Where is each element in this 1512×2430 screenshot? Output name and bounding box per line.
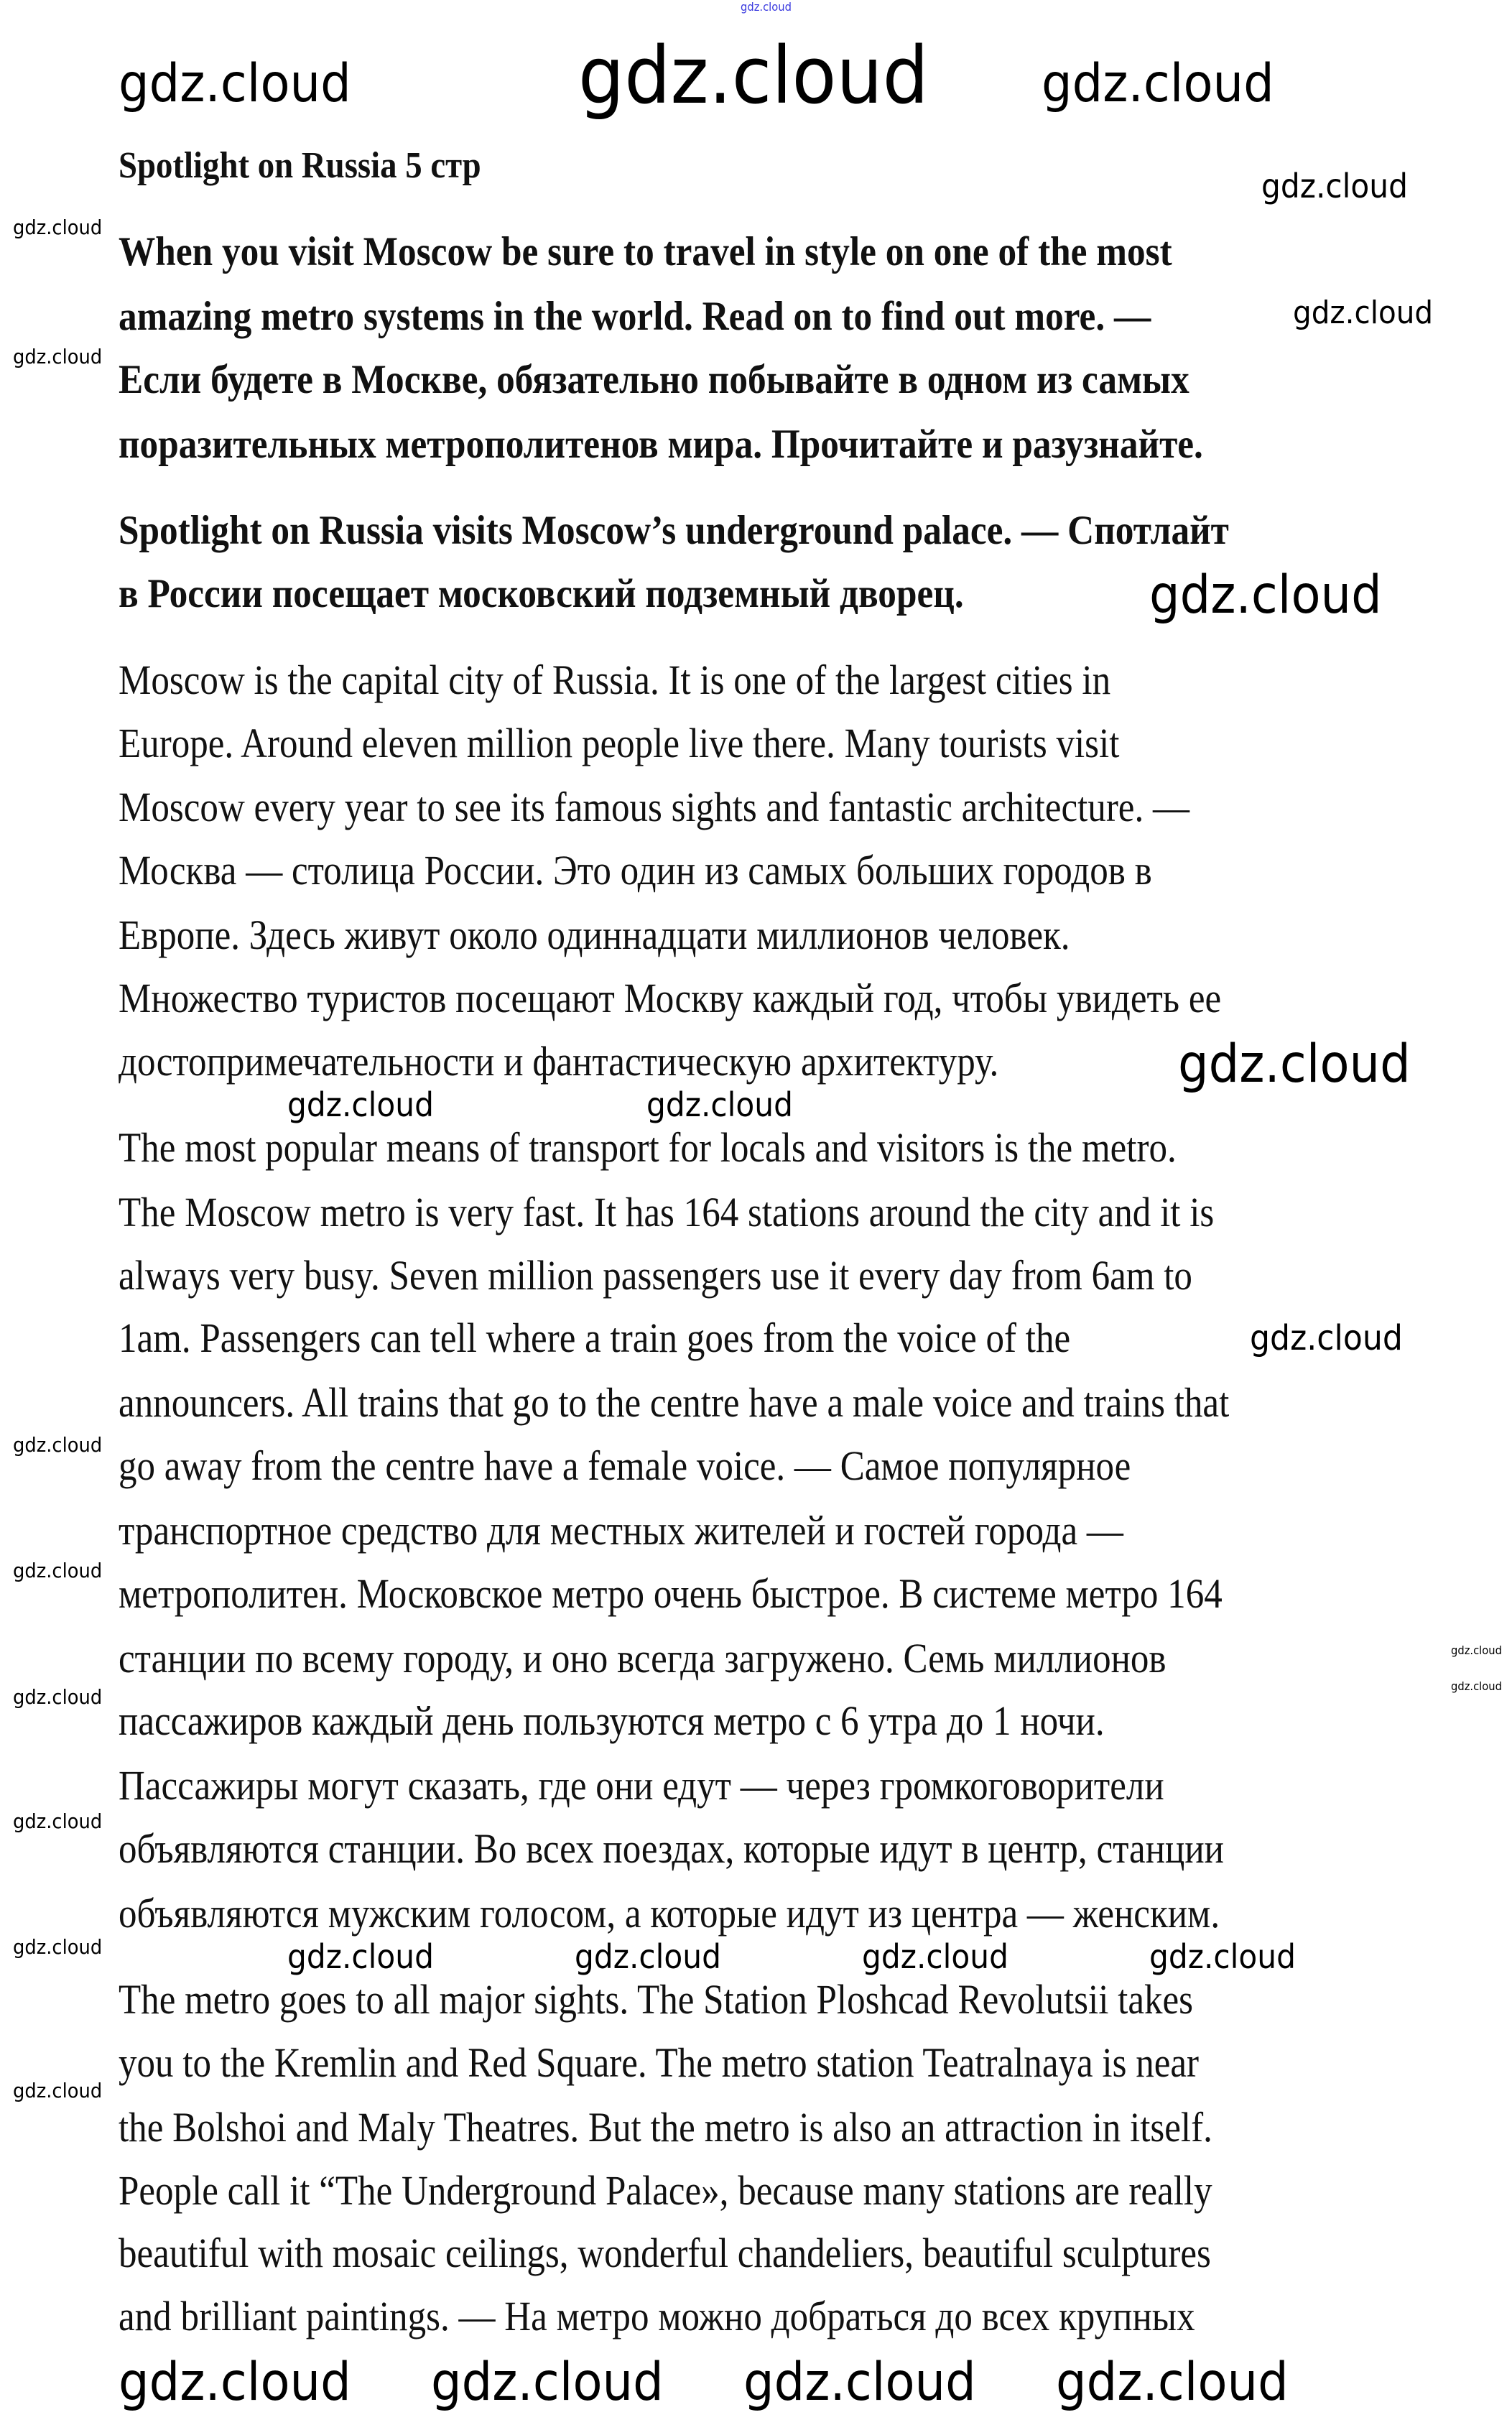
watermark: gdz.cloud bbox=[1056, 2352, 1289, 2413]
intro-line: в России посещает московский подземный дворец. bbox=[119, 571, 964, 616]
watermark: gdz.cloud bbox=[1293, 295, 1434, 331]
watermark: gdz.cloud bbox=[119, 53, 351, 114]
body-line: Множество туристов посещают Москву каждый год, чтобы увидеть ее bbox=[119, 975, 1222, 1021]
watermark: gdz.cloud bbox=[1250, 1318, 1403, 1358]
watermark: gdz.cloud bbox=[1451, 1679, 1502, 1693]
body-line: пассажиров каждый день пользуются метро с 6 утра до 1 ночи. bbox=[119, 1697, 1105, 1744]
watermark: gdz.cloud bbox=[575, 1937, 721, 1976]
body-line: Москва — столица России. Это один из самых больших городов в bbox=[119, 847, 1152, 894]
body-line: Europe. Around eleven million people live there. Many tourists visit bbox=[119, 720, 1120, 766]
watermark: gdz.cloud bbox=[431, 2352, 664, 2413]
intro-line: Spotlight on Russia visits Moscow’s underground palace. — Спотлайт bbox=[119, 508, 1229, 553]
watermark: gdz.cloud bbox=[862, 1937, 1008, 1976]
body-line: достопримечательности и фантастическую архитектуру. bbox=[119, 1038, 999, 1085]
watermark: gdz.cloud bbox=[13, 215, 103, 239]
body-line: объявляются мужским голосом, а которые идут из центра — женским. bbox=[119, 1890, 1220, 1937]
body-line: Moscow is the capital city of Russia. It is one of the largest cities in bbox=[119, 657, 1111, 703]
body-line: the Bolshoi and Maly Theatres. But the metro is also an attraction in itself. bbox=[119, 2104, 1212, 2151]
watermark: gdz.cloud bbox=[13, 1559, 103, 1582]
watermark: gdz.cloud bbox=[1149, 1937, 1296, 1976]
watermark: gdz.cloud bbox=[13, 1433, 103, 1457]
body-line: 1am. Passengers can tell where a train goes from the voice of the bbox=[119, 1314, 1071, 1361]
body-line: always very busy. Seven million passengers use it every day from 6am to bbox=[119, 1252, 1192, 1299]
page-title: Spotlight on Russia 5 стр bbox=[119, 145, 481, 186]
watermark: gdz.cloud bbox=[1042, 53, 1274, 114]
intro-line: amazing metro systems in the world. Read on to find out more. — bbox=[119, 294, 1151, 339]
watermark: gdz.cloud bbox=[119, 2352, 351, 2413]
body-line: The metro goes to all major sights. The Station Ploshcad Revolutsii takes bbox=[119, 1976, 1194, 2023]
body-line: beautiful with mosaic ceilings, wonderful chandeliers, beautiful sculptures bbox=[119, 2230, 1211, 2276]
intro-line: Если будете в Москве, обязательно побывайте в одном из самых bbox=[119, 357, 1189, 402]
watermark: gdz.cloud bbox=[646, 1085, 793, 1124]
watermark: gdz.cloud bbox=[1178, 1034, 1411, 1095]
watermark: gdz.cloud bbox=[287, 1937, 434, 1976]
watermark: gdz.cloud bbox=[287, 1085, 434, 1124]
body-line: People call it “The Underground Palace», because many stations are really bbox=[119, 2167, 1212, 2214]
body-line: The Moscow metro is very fast. It has 164 stations around the city and it is bbox=[119, 1189, 1215, 1235]
intro-line: When you visit Moscow be sure to travel in style on one of the most bbox=[119, 229, 1172, 274]
body-line: announcers. All trains that go to the centre have a male voice and trains that bbox=[119, 1379, 1230, 1426]
body-line: and brilliant paintings. — На метро можно добраться до всех крупных bbox=[119, 2293, 1195, 2339]
body-line: транспортное средство для местных жителей и гостей города — bbox=[119, 1507, 1123, 1554]
watermark: gdz.cloud bbox=[741, 0, 792, 14]
watermark: gdz.cloud bbox=[743, 2352, 976, 2413]
watermark: gdz.cloud bbox=[1261, 167, 1408, 205]
body-line: Европе. Здесь живут около одиннадцати миллионов человек. bbox=[119, 912, 1070, 958]
watermark: gdz.cloud bbox=[13, 1809, 103, 1833]
watermark: gdz.cloud bbox=[1149, 565, 1382, 626]
body-line: метрополитен. Московское метро очень быстрое. В системе метро 164 bbox=[119, 1570, 1223, 1617]
watermark: gdz.cloud bbox=[1451, 1643, 1502, 1657]
intro-line: поразительных метрополитенов мира. Прочитайте и разузнайте. bbox=[119, 422, 1203, 467]
watermark: gdz.cloud bbox=[13, 2079, 103, 2102]
watermark: gdz.cloud bbox=[13, 1685, 103, 1709]
body-line: объявляются станции. Во всех поездах, которые идут в центр, станции bbox=[119, 1825, 1224, 1872]
body-line: Moscow every year to see its famous sights and fantastic architecture. — bbox=[119, 784, 1190, 830]
body-line: go away from the centre have a female voice. — Самое популярное bbox=[119, 1442, 1131, 1489]
body-line: The most popular means of transport for locals and visitors is the metro. bbox=[119, 1124, 1177, 1171]
body-line: Пассажиры могут сказать, где они едут — через громкоговорители bbox=[119, 1762, 1164, 1809]
body-line: you to the Kremlin and Red Square. The metro station Teatralnaya is near bbox=[119, 2039, 1200, 2086]
body-line: станции по всему городу, и оно всегда загружено. Семь миллионов bbox=[119, 1635, 1167, 1682]
watermark: gdz.cloud bbox=[578, 29, 929, 121]
watermark: gdz.cloud bbox=[13, 1935, 103, 1959]
watermark: gdz.cloud bbox=[13, 345, 103, 368]
